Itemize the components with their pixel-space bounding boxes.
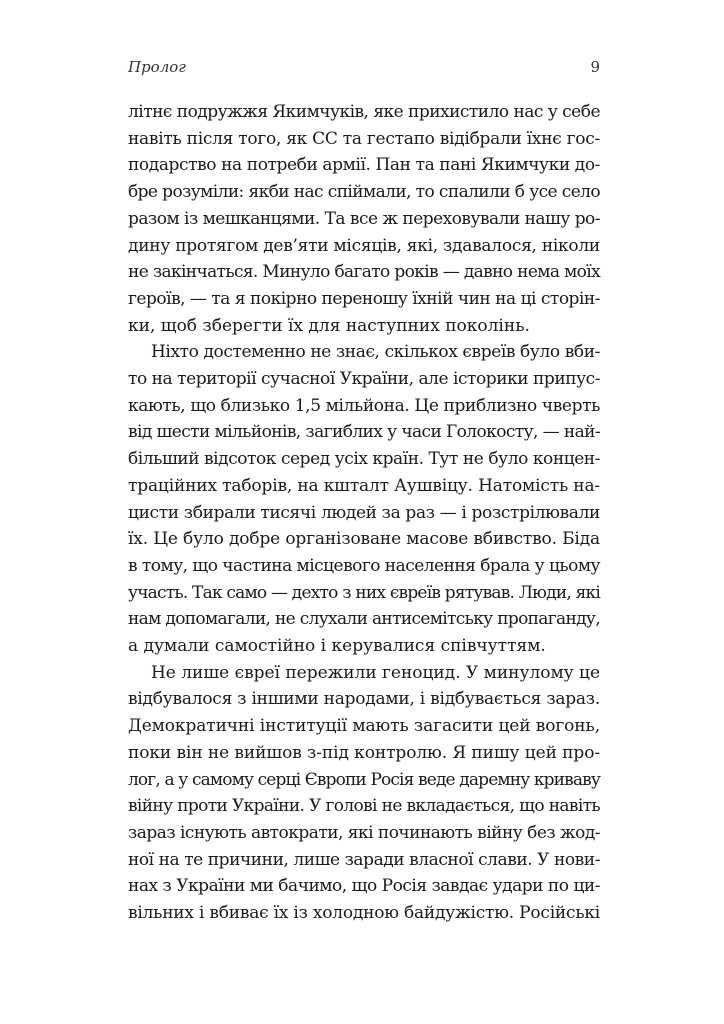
text-line: разом із мешканцями. Та все ж переховували нашу ро-	[128, 208, 600, 229]
page-number: 9	[590, 58, 600, 76]
text-line: цисти збирали тисячі людей за раз — і розстрілювали	[128, 502, 600, 523]
text-line: не закінчаться. Минуло багато років — давно нема моїх	[128, 262, 601, 283]
text-line: нах з України ми бачимо, що Росія завдає удари по ци-	[128, 876, 600, 897]
text-line: ної на те причини, лише заради власної слави. У нови-	[128, 849, 600, 870]
text-line: нам допомагали, не слухали антисемітську пропаганду,	[128, 609, 600, 630]
text-line: зараз існують автократи, які починають війну без жод-	[128, 822, 601, 843]
text-line: Демократичні інституції мають загасити цей вогонь,	[128, 716, 600, 737]
text-line: а думали самостійно і керувалися співчуттям.	[128, 636, 546, 657]
text-line: лог, а у самому серці Європи Росія веде даремну криваву	[128, 769, 600, 790]
text-line: поки він не вийшов з-під контролю. Я пишу цей про-	[128, 742, 601, 763]
text-line: кають, що близько 1,5 мільйона. Це приблизно чверть	[128, 395, 600, 416]
text-line: навіть після того, як СС та гестапо відібрали їхнє гос-	[128, 128, 600, 149]
text-line: то на території сучасної України, але історики припус-	[128, 369, 600, 390]
text-line: відбувалося з іншими народами, і відбувається зараз.	[128, 689, 600, 710]
paragraph	[128, 660, 600, 927]
text-line: війну проти України. У голові не вкладається, що навіть	[128, 796, 600, 817]
text-line: участь. Так само — дехто з них євреїв рятував. Люди, які	[128, 582, 601, 603]
text-line: дину протягом дев’яти місяців, які, здавалося, ніколи	[128, 235, 600, 256]
text-line: бре розуміли: якби нас спіймали, то спалили б усе село	[128, 182, 601, 203]
text-line: героїв, — та я покірно переношу їхній чин на ці сторін-	[128, 288, 600, 309]
text-line: вільних і вбиває їх із холодною байдужістю. Російські	[128, 903, 600, 924]
text-line: траційних таборів, на кшталт Аушвіцу. Натомість на-	[128, 475, 601, 496]
body-text	[128, 99, 600, 927]
text-line: літнє подружжя Якимчуків, яке прихистило нас у себе	[128, 102, 600, 122]
paragraph	[128, 339, 600, 659]
text-line: ки, щоб зберегти їх для наступних поколінь.	[128, 315, 530, 336]
text-line: їх. Це було добре організоване масове вбивство. Біда	[128, 529, 600, 550]
text-line: від шести мільйонів, загиблих у часи Голокосту, — най-	[128, 422, 601, 443]
text-line: подарство на потреби армії. Пан та пані Якимчуки до-	[128, 155, 600, 176]
text-line: Ніхто достеменно не знає, скількох євреїв було вби-	[151, 342, 600, 363]
running-head: Пролог	[128, 58, 186, 76]
paragraph	[128, 99, 600, 339]
text-line: в тому, що частина місцевого населення брала у цьому	[128, 555, 601, 576]
text-line: Не лише євреї пережили геноцид. У минулому це	[151, 662, 600, 683]
text-line: більший відсоток серед усіх країн. Тут не було концен-	[128, 449, 600, 470]
